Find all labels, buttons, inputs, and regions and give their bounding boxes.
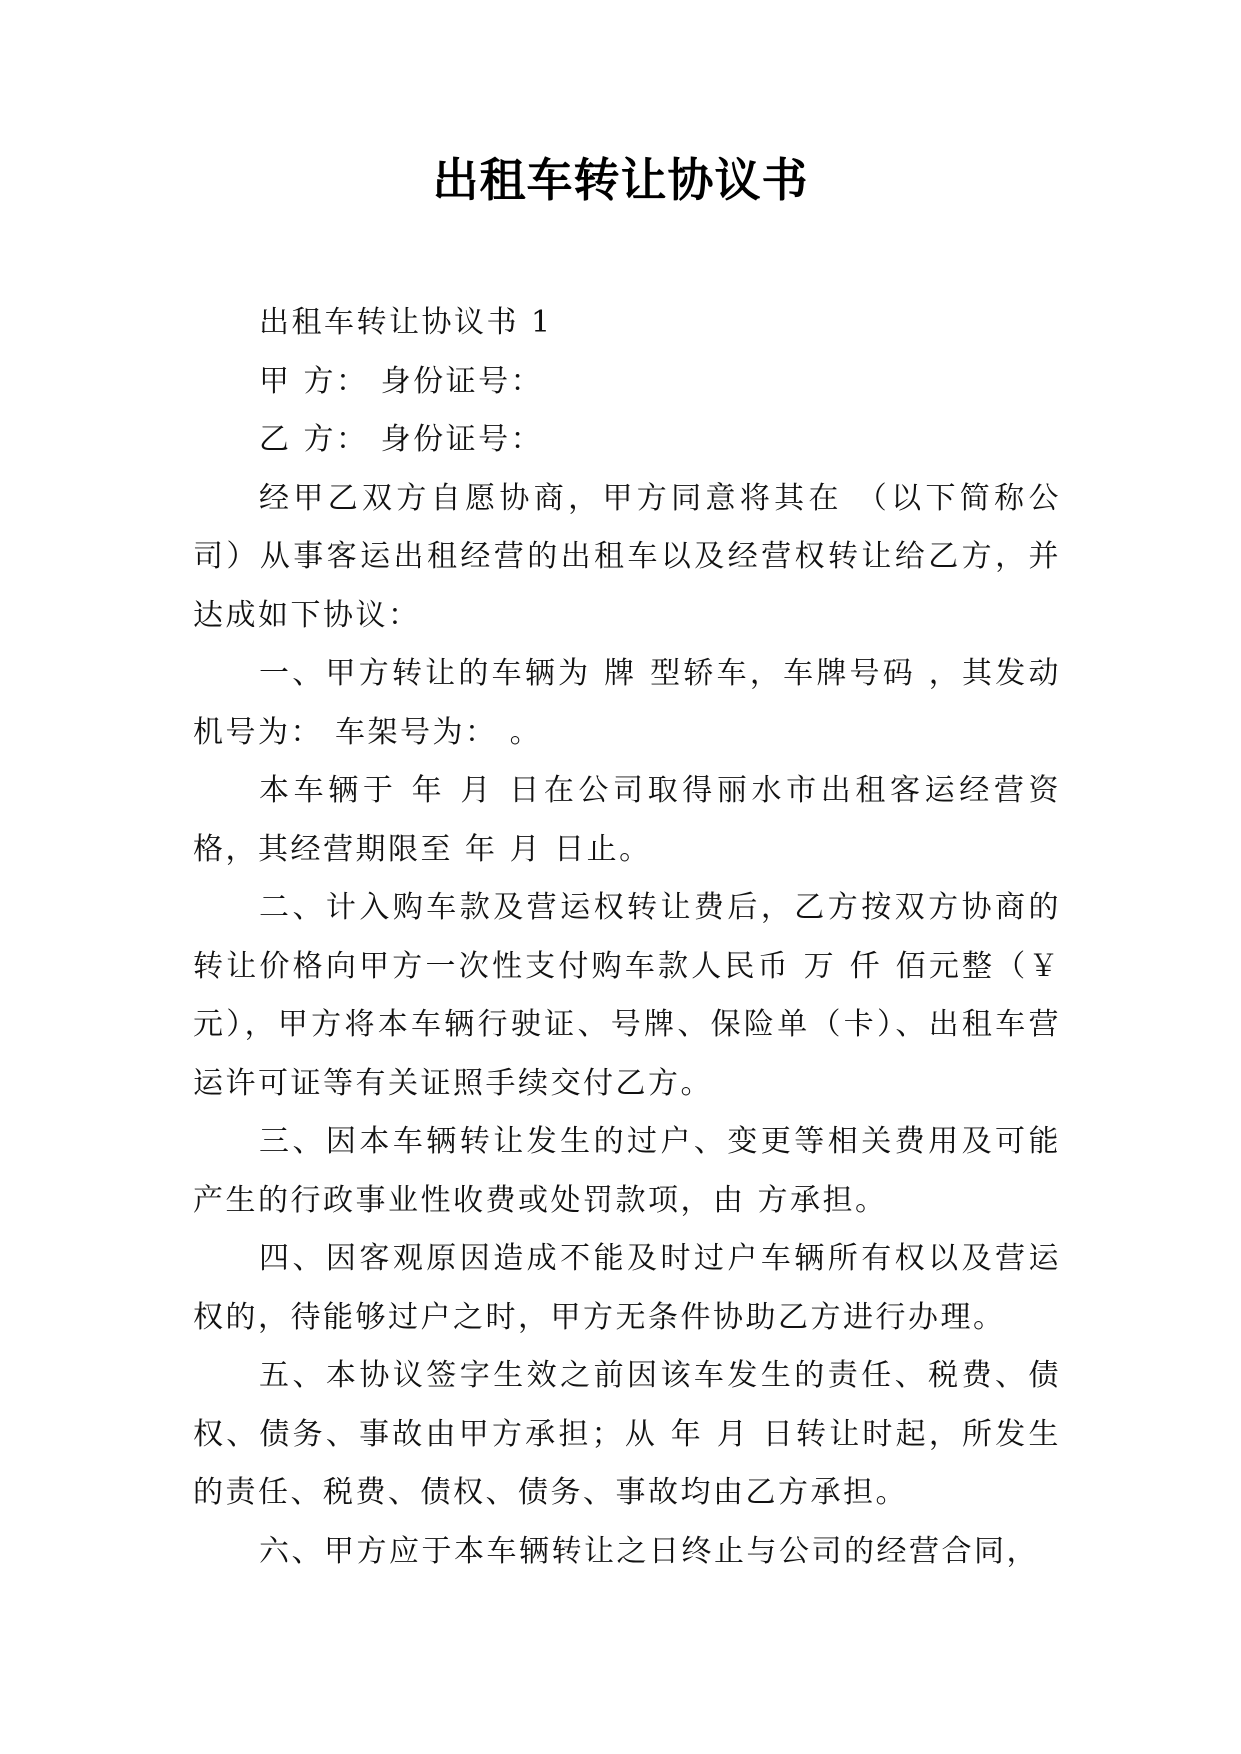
clause-1-detail-paragraph: 本车辆于 年 月 日在公司取得丽水市出租客运经营资格，其经营期限至 年 月 日止。: [193, 773, 1061, 867]
clause-2-paragraph: 二、计入购车款及营运权转让费后，乙方按双方协商的转让价格向甲方一次性支付购车款人民币 万 仟 佰元整（￥ 元），甲方将本车辆行驶证、号牌、保险单（卡）、出租车营运许可证等有关证照手续交付乙方。: [193, 890, 1061, 1101]
party-b-line: 乙 方： 身份证号：: [259, 422, 544, 457]
document-title: 出租车转让协议书: [432, 153, 809, 207]
document-body: [193, 294, 1061, 1581]
subtitle-line: 出租车转让协议书 1: [259, 305, 553, 340]
clause-3-paragraph: 三、因本车辆转让发生的过户、变更等相关费用及可能产生的行政事业性收费或处罚款项，由 方承担。: [193, 1124, 1061, 1218]
clause-5-paragraph: 五、本协议签字生效之前因该车发生的责任、税费、债权、债务、事故由甲方承担；从 年 月 日转让时起，所发生的责任、税费、债权、债务、事故均由乙方承担。: [193, 1358, 1061, 1510]
clause-6-paragraph: 六、甲方应于本车辆转让之日终止与公司的经营合同，: [259, 1533, 1039, 1569]
preamble-paragraph: 经甲乙双方自愿协商，甲方同意将其在 （以下简称公司）从事客运出租经营的出租车以及经营权转让给乙方，并达成如下协议：: [193, 480, 1061, 633]
clause-1-paragraph: 一、甲方转让的车辆为 牌 型轿车，车牌号码 ，其发动机号为： 车架号为： 。: [193, 656, 1061, 750]
clause-4-paragraph: 四、因客观原因造成不能及时过户车辆所有权以及营运权的，待能够过户之时，甲方无条件协助乙方进行办理。: [193, 1241, 1061, 1335]
party-a-line: 甲 方： 身份证号：: [259, 363, 544, 399]
